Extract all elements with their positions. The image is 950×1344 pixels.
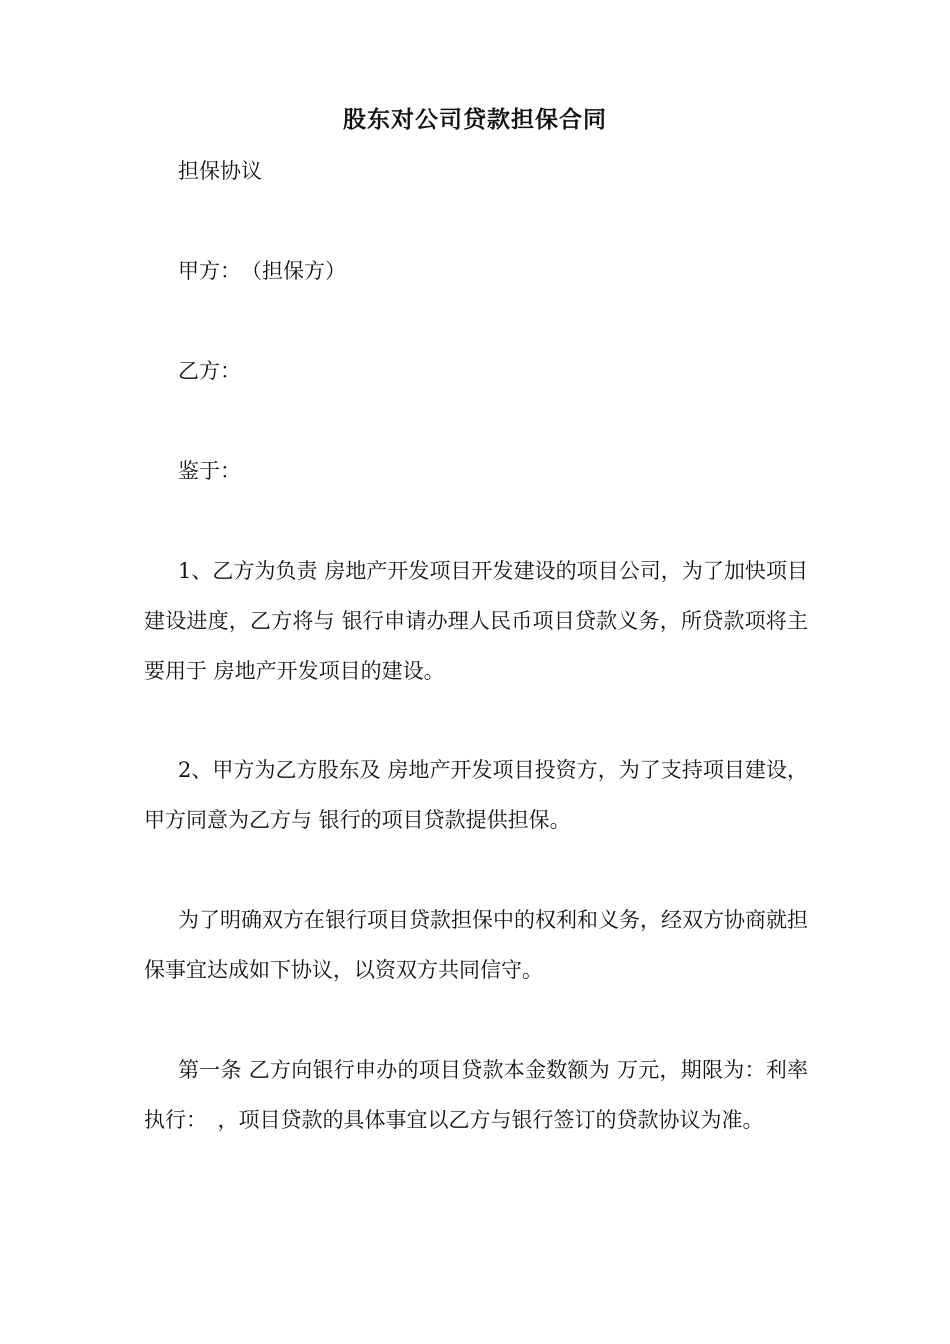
paragraph-recital-2: 2、甲方为乙方股东及 房地产开发项目投资方，为了支持项目建设，甲方同意为乙方与 银行的项目贷款提供担保。 [144, 758, 808, 832]
paragraph-purpose: 为了明确双方在银行项目贷款担保中的权利和义务，经双方协商就担保事宜达成如下协议，以资双方共同信守。 [144, 908, 808, 982]
document-title: 股东对公司贷款担保合同 [343, 106, 607, 133]
paragraph-agreement-heading: 担保协议 [178, 159, 262, 183]
paragraph-party-a: 甲方： （担保方） [178, 259, 346, 283]
paragraph-whereas: 鉴于： [178, 459, 241, 483]
paragraph-article-1: 第一条 乙方向银行申办的项目贷款本金数额为 万元，期限为：利率执行： ，项目贷款的具体事宜以乙方与银行签订的贷款协议为准。 [144, 1058, 808, 1132]
paragraph-party-b: 乙方： [178, 359, 241, 383]
paragraph-recital-1: 1、乙方为负责 房地产开发项目开发建设的项目公司，为了加快项目建设进度，乙方将与 银行申请办理人民币项目贷款义务，所贷款项将主要用于 房地产开发项目的建设。 [144, 559, 808, 683]
